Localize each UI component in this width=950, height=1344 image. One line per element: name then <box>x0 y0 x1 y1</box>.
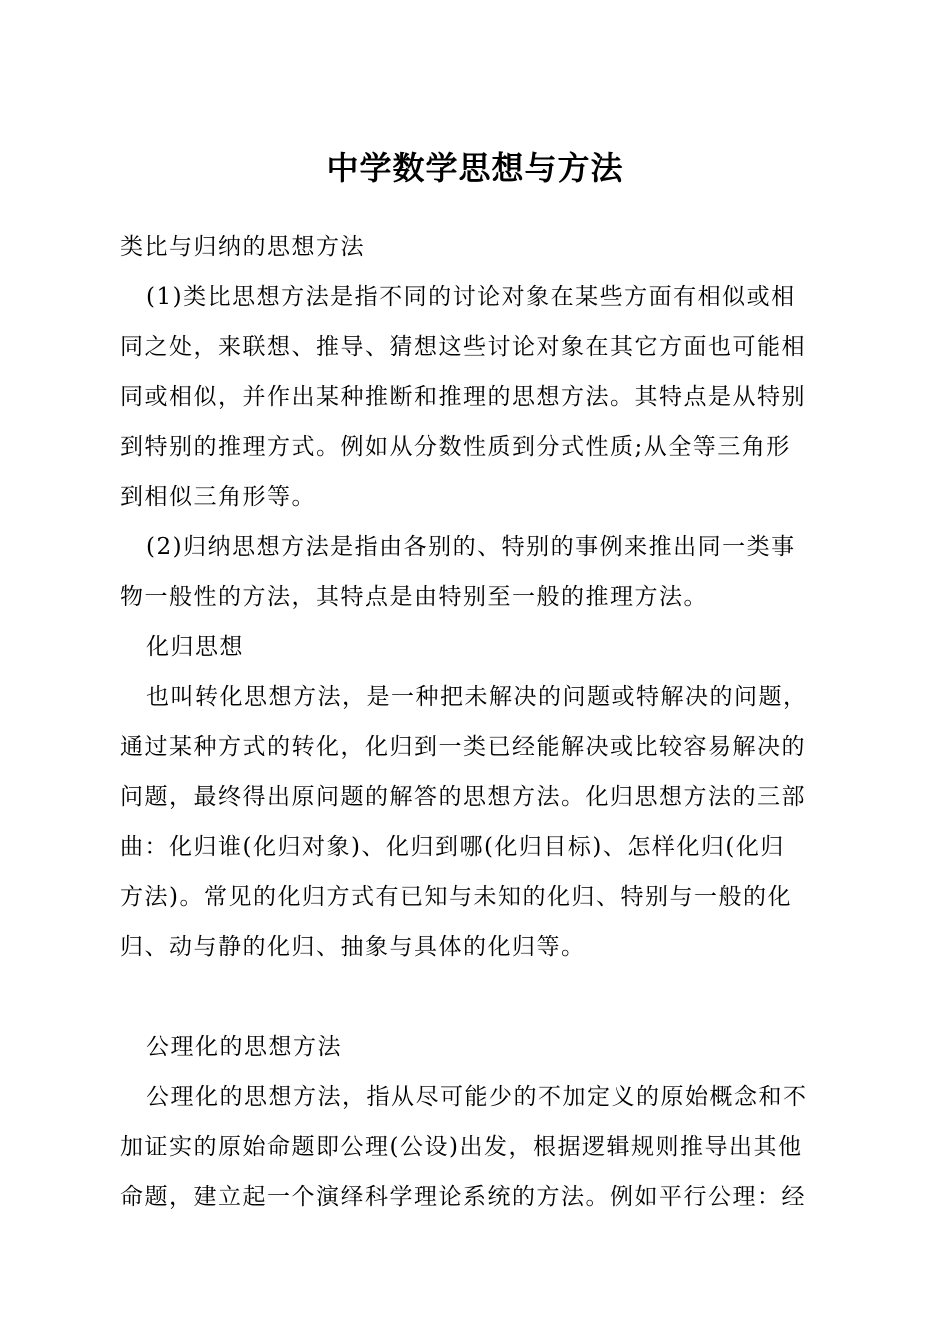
paragraph-line: 方法)。常见的化归方式有已知与未知的化归、特别与一般的化 <box>120 884 792 910</box>
paragraph-line: (2)归纳思想方法是指由各别的、特别的事例来推出同一类事 <box>146 534 796 560</box>
paragraph-line: 也叫转化思想方法，是一种把未解决的问题或特解决的问题， <box>146 684 808 710</box>
section-heading-analogy-induction: 类比与归纳的思想方法 <box>120 234 365 260</box>
section-heading-reduction: 化归思想 <box>146 634 244 660</box>
paragraph-line: 归、动与静的化归、抽象与具体的化归等。 <box>120 934 586 960</box>
document-title: 中学数学思想与方法 <box>326 149 624 187</box>
document-body <box>120 222 832 1222</box>
section-heading-axiomatization: 公理化的思想方法 <box>146 1034 342 1060</box>
paragraph-line: 公理化的思想方法，指从尽可能少的不加定义的原始概念和不 <box>146 1084 808 1110</box>
blank-line <box>120 972 832 1022</box>
paragraph-line: 命题，建立起一个演绎科学理论系统的方法。例如平行公理：经 <box>120 1184 806 1210</box>
paragraph-line: 同或相似，并作出某种推断和推理的思想方法。其特点是从特别 <box>120 384 806 410</box>
paragraph-line: 到相似三角形等。 <box>120 484 316 510</box>
paragraph-line: 物一般性的方法，其特点是由特别至一般的推理方法。 <box>120 584 708 610</box>
paragraph-line: (1)类比思想方法是指不同的讨论对象在某些方面有相似或相 <box>146 284 796 310</box>
paragraph-line: 通过某种方式的转化，化归到一类已经能解决或比较容易解决的 <box>120 734 806 760</box>
paragraph-line: 加证实的原始命题即公理(公设)出发，根据逻辑规则推导出其他 <box>120 1134 803 1160</box>
paragraph-line: 同之处，来联想、推导、猜想这些讨论对象在其它方面也可能相 <box>120 334 806 360</box>
paragraph-line: 问题，最终得出原问题的解答的思想方法。化归思想方法的三部 <box>120 784 806 810</box>
paragraph-line: 到特别的推理方式。例如从分数性质到分式性质;从全等三角形 <box>120 434 791 460</box>
paragraph-line: 曲：化归谁(化归对象)、化归到哪(化归目标)、怎样化归(化归 <box>120 834 785 860</box>
